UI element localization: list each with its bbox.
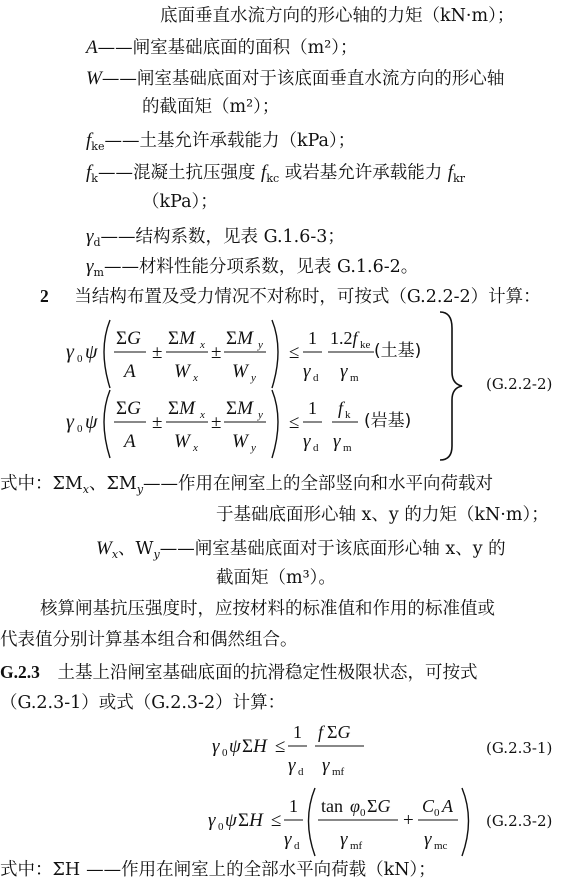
svg-text:0: 0 (222, 747, 228, 759)
svg-text:ψ: ψ (85, 411, 98, 433)
svg-text:mc: mc (434, 840, 448, 852)
svg-text:γ: γ (66, 411, 74, 433)
def-sum-moments-b: 、ΣM (89, 474, 137, 494)
symbol-gamma-d-sub: d (93, 236, 101, 249)
svg-text:ΣH: ΣH (238, 810, 263, 831)
svg-text:γ: γ (340, 361, 348, 382)
svg-text:ΣG: ΣG (367, 796, 391, 816)
svg-text:x: x (200, 409, 205, 421)
def-sum-moments-a: 式中：ΣM (0, 474, 83, 494)
def-fke-text: ——土基允许承载能力（kPa）； (104, 131, 356, 151)
svg-text:x: x (200, 339, 205, 351)
def-W-text: 闸室基础底面对于该底面垂直水流方向的形心轴 (136, 69, 505, 89)
svg-text:k: k (345, 409, 351, 421)
def-W-text-line2: 的截面矩（m²）； (142, 97, 280, 117)
svg-text:≤: ≤ (289, 342, 300, 363)
symbol-fk: f (86, 162, 92, 183)
svg-text:ΣM: ΣM (168, 328, 195, 349)
svg-text:A: A (124, 431, 136, 452)
svg-text:≤: ≤ (275, 736, 286, 757)
svg-text:mf: mf (350, 840, 363, 852)
symbol-fkc-sub: kc (266, 172, 280, 185)
symbol-fkc: f (261, 162, 267, 183)
clause-2-number: 2 (40, 286, 49, 306)
svg-text:ΣH: ΣH (242, 736, 267, 757)
def-sum-moments-x: x (82, 483, 90, 496)
svg-text:≤: ≤ (271, 810, 282, 831)
check-paragraph: 核算闸基抗压强度时，应按材料的标准值和作用的标准值或 (40, 599, 495, 619)
formula-g222-tail-soil: (土基) (374, 341, 422, 361)
svg-text:y: y (258, 339, 263, 351)
svg-text:x: x (193, 442, 198, 454)
svg-text:φ: φ (350, 796, 360, 816)
symbol-gamma-d: γ (86, 226, 94, 247)
def-fk-text-b: 或岩基允许承载能力 (284, 163, 443, 183)
svg-text:d: d (313, 372, 319, 384)
svg-text:y: y (251, 442, 256, 454)
svg-text:y: y (258, 409, 263, 421)
svg-text:m: m (343, 442, 352, 454)
formula-g231-label: (G.2.3-1) (486, 739, 553, 757)
svg-text:ΣM: ΣM (168, 398, 195, 419)
symbol-A: A (86, 37, 98, 58)
def-sum-H-a: 式中：ΣH (0, 860, 81, 880)
clause-2-text: 当结构布置及受力情况不对称时，可按式（G.2.2-2）计算： (74, 287, 541, 307)
svg-text:±: ± (211, 412, 222, 433)
formula-g231 (212, 722, 364, 778)
svg-text:W: W (232, 361, 248, 382)
svg-text:ΣM: ΣM (226, 328, 253, 349)
svg-text:W: W (174, 361, 190, 382)
svg-text:1.2f: 1.2f (330, 328, 358, 348)
svg-text:A: A (442, 796, 453, 816)
def-Wx-sub: x (111, 548, 119, 561)
svg-text:γ: γ (303, 431, 311, 452)
def-section-moduli-text: ——闸室基础底面对于该底面形心轴 x、y 的 (159, 539, 506, 559)
svg-text:γ: γ (303, 361, 311, 382)
svg-text:γ: γ (284, 829, 292, 850)
dash: —— (101, 69, 137, 89)
clause-g23-number: G.2.3 (0, 662, 40, 682)
symbol-fke: f (86, 130, 92, 151)
svg-text:0: 0 (434, 807, 440, 819)
svg-text:1: 1 (289, 796, 298, 816)
def-sum-moments-c: ——作用在闸室上的全部竖向和水平向荷载对 (143, 474, 494, 494)
svg-text:ΣM: ΣM (226, 398, 253, 419)
svg-text:±: ± (152, 412, 163, 433)
def-sum-H (0, 862, 436, 880)
def-sum-moments-y: y (136, 483, 144, 496)
svg-text:d: d (298, 766, 304, 778)
dash: —— (97, 38, 133, 58)
svg-text:γ: γ (212, 736, 220, 757)
svg-text:γ: γ (340, 829, 348, 850)
def-gamma-d-text: ——结构系数，见表 G.1.6-3； (100, 227, 345, 247)
def-Wx-symbol: W (96, 538, 112, 559)
def-A-text: 闸室基础底面的面积（m²）； (132, 38, 358, 58)
svg-text:1: 1 (293, 722, 302, 742)
clause-g23-line2: （G.2.3-1）或式（G.2.3-2）计算： (0, 693, 286, 713)
svg-text:ΣG: ΣG (327, 722, 351, 742)
formula-g222-tail-rock: (岩基) (364, 411, 412, 431)
moment-definition-continuation: 底面垂直水流方向的形心轴的力矩（kN·m）； (160, 6, 515, 26)
svg-text:1: 1 (308, 398, 317, 418)
svg-text:γ: γ (322, 755, 330, 776)
symbol-gamma-m-sub: m (93, 266, 104, 279)
svg-text:f: f (318, 722, 324, 742)
svg-text:±: ± (211, 342, 222, 363)
def-sum-moments-line2: 于基础底面形心轴 x、y 的力矩（kN·m）； (216, 505, 549, 525)
def-Wy-symbol: 、W (118, 539, 154, 559)
check-paragraph-line2: 代表值分别计算基本组合和偶然组合。 (0, 630, 298, 650)
def-sum-H-b: ——作用在闸室上的全部水平向荷载（kN）； (86, 860, 436, 880)
svg-text:W: W (232, 431, 248, 452)
svg-text:1: 1 (308, 328, 317, 348)
svg-text:A: A (124, 361, 136, 382)
svg-text:C: C (422, 796, 435, 816)
svg-text:ΣG: ΣG (116, 328, 141, 349)
svg-text:ke: ke (360, 339, 371, 351)
svg-text:mf: mf (332, 766, 345, 778)
svg-text:ψ: ψ (85, 341, 98, 363)
symbol-gamma-m: γ (86, 256, 94, 277)
def-section-moduli-line2: 截面矩（m³）。 (216, 568, 336, 588)
svg-text:ψ: ψ (229, 736, 241, 757)
def-Wy-sub: y (153, 548, 160, 561)
symbol-W: W (86, 68, 102, 89)
svg-text:d: d (313, 442, 319, 454)
svg-text:γ: γ (66, 341, 74, 363)
svg-text:0: 0 (218, 821, 224, 833)
svg-text:0: 0 (77, 423, 83, 435)
svg-text:γ: γ (288, 755, 296, 776)
svg-text:W: W (174, 431, 190, 452)
def-fk-text-line2: （kPa）； (142, 192, 218, 212)
clause-g23-text: 土基上沿闸室基础底面的抗滑稳定性极限状态，可按式 (57, 663, 478, 683)
formula-g232-label: (G.2.3-2) (486, 812, 553, 830)
svg-text:ΣG: ΣG (116, 398, 141, 419)
def-gamma-m-text: ——材料性能分项系数，见表 G.1.6-2。 (103, 257, 419, 277)
formula-g232 (208, 788, 469, 856)
svg-text:±: ± (152, 342, 163, 363)
def-fk-text-a: ——混凝土抗压强度 (97, 163, 256, 183)
svg-text:f: f (338, 398, 344, 418)
svg-text:0: 0 (360, 807, 366, 819)
svg-text:γ: γ (424, 829, 432, 850)
svg-text:γ: γ (333, 431, 341, 452)
svg-text:x: x (193, 372, 198, 384)
svg-text:d: d (294, 840, 300, 852)
symbol-fk-sub: k (91, 172, 98, 185)
svg-text:0: 0 (77, 353, 83, 365)
symbol-fke-sub: ke (91, 140, 105, 153)
svg-text:ψ: ψ (225, 810, 237, 831)
symbol-fkr: f (447, 162, 454, 183)
svg-text:≤: ≤ (289, 412, 300, 433)
svg-text:γ: γ (208, 810, 216, 831)
svg-text:y: y (251, 372, 256, 384)
svg-text:m: m (350, 372, 359, 384)
symbol-fkr-sub: kr (453, 172, 466, 185)
formula-g222-label: (G.2.2-2) (486, 375, 553, 393)
svg-text:tan: tan (321, 796, 343, 816)
svg-text:+: + (403, 810, 414, 831)
